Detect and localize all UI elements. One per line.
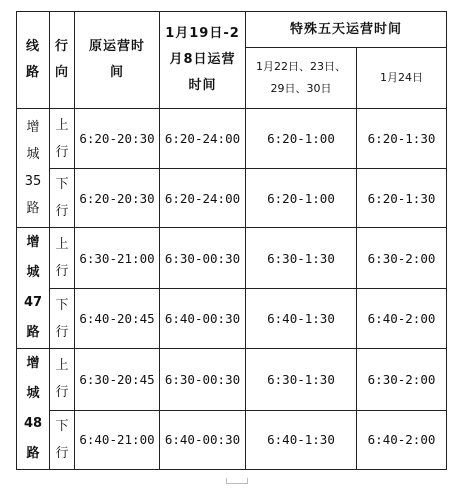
header-original-time-line-2: 间 <box>109 65 124 80</box>
header-original-time-line-1: 原运营时 <box>88 39 145 54</box>
direction-char: 上 <box>55 117 69 133</box>
route-char: 城 <box>26 265 40 280</box>
route-char: 路 <box>26 446 40 461</box>
route-cell-48 <box>17 349 50 470</box>
route-cell-47 <box>17 228 50 349</box>
special-a-time-cell: 6:40-1:30 <box>246 289 357 349</box>
table-row <box>17 109 447 169</box>
table-row <box>17 289 447 349</box>
route-char: 增 <box>26 356 40 371</box>
table-row <box>17 169 447 228</box>
direction-char: 上 <box>55 358 69 374</box>
special-b-time-cell: 6:20-1:30 <box>357 169 447 228</box>
special-b-time-cell: 6:40-2:00 <box>357 289 447 349</box>
period-time-cell: 6:20-24:00 <box>160 169 246 228</box>
direction-cell <box>50 169 75 228</box>
header-period-time-line-1: 1月19日-2 <box>165 26 240 41</box>
special-b-time-cell: 6:30-2:00 <box>357 228 447 289</box>
direction-cell <box>50 410 75 469</box>
special-a-time-cell: 6:20-1:00 <box>246 169 357 228</box>
original-time-cell: 6:30-20:45 <box>75 349 160 411</box>
route-char: 城 <box>26 147 40 162</box>
period-time-cell: 6:30-00:30 <box>160 228 246 289</box>
special-b-time-cell: 6:40-2:00 <box>357 410 447 469</box>
direction-cell <box>50 109 75 169</box>
period-time-cell: 6:20-24:00 <box>160 109 246 169</box>
direction-char: 行 <box>55 445 69 461</box>
direction-char: 上 <box>55 237 69 252</box>
period-time-cell: 6:40-00:30 <box>160 289 246 349</box>
route-char: 路 <box>26 325 40 340</box>
original-time-cell: 6:20-20:30 <box>75 109 160 169</box>
table-row <box>17 410 447 469</box>
direction-cell <box>50 289 75 349</box>
header-period-time-line-3: 时间 <box>188 78 217 93</box>
direction-char: 行 <box>55 385 69 401</box>
special-a-time-cell: 6:40-1:30 <box>246 410 357 469</box>
table-row <box>17 349 447 411</box>
header-special-dates-a <box>246 48 357 109</box>
header-route-line-2: 路 <box>25 65 40 80</box>
header-period-time <box>160 12 246 109</box>
direction-char: 下 <box>55 418 69 434</box>
header-direction-line-2: 向 <box>54 65 69 80</box>
route-char: 48 <box>23 416 43 431</box>
direction-cell <box>50 349 75 411</box>
route-cell-35 <box>17 109 50 228</box>
header-special-five-days: 特殊五天运营时间 <box>246 12 447 48</box>
header-row-1 <box>17 12 447 48</box>
route-char: 城 <box>26 386 40 401</box>
special-a-time-cell: 6:20-1:00 <box>246 109 357 169</box>
direction-cell <box>50 228 75 289</box>
period-time-cell: 6:40-00:30 <box>160 410 246 469</box>
direction-char: 下 <box>55 177 69 192</box>
header-special-dates-a-line-1: 1月22日、23日、 <box>256 60 346 73</box>
header-direction <box>50 12 75 109</box>
route-char: 47 <box>23 295 43 310</box>
direction-char: 下 <box>55 297 69 313</box>
direction-char: 行 <box>55 324 69 340</box>
route-char: 路 <box>26 201 40 216</box>
header-period-time-line-2: 月8日运营 <box>169 52 236 67</box>
header-route-line-1: 线 <box>25 39 40 54</box>
bus-schedule-table <box>16 11 447 470</box>
special-b-time-cell: 6:30-2:00 <box>357 349 447 411</box>
special-a-time-cell: 6:30-1:30 <box>246 349 357 411</box>
period-time-cell: 6:30-00:30 <box>160 349 246 411</box>
original-time-cell: 6:40-20:45 <box>75 289 160 349</box>
header-original-time <box>75 12 160 109</box>
header-special-dates-b: 1月24日 <box>357 48 447 109</box>
direction-char: 行 <box>55 144 69 160</box>
page-scroll-handle[interactable] <box>226 478 248 484</box>
header-route <box>17 12 50 109</box>
route-char: 增 <box>26 235 40 250</box>
table-row <box>17 228 447 289</box>
original-time-cell: 6:40-21:00 <box>75 410 160 469</box>
original-time-cell: 6:30-21:00 <box>75 228 160 289</box>
special-a-time-cell: 6:30-1:30 <box>246 228 357 289</box>
header-direction-line-1: 行 <box>54 39 69 54</box>
route-char: 增 <box>26 120 40 135</box>
direction-char: 行 <box>55 264 69 279</box>
header-special-dates-a-line-2: 29日、30日 <box>270 82 332 95</box>
direction-char: 行 <box>55 204 69 219</box>
original-time-cell: 6:20-20:30 <box>75 169 160 228</box>
route-char: 35 <box>24 174 42 189</box>
special-b-time-cell: 6:20-1:30 <box>357 109 447 169</box>
